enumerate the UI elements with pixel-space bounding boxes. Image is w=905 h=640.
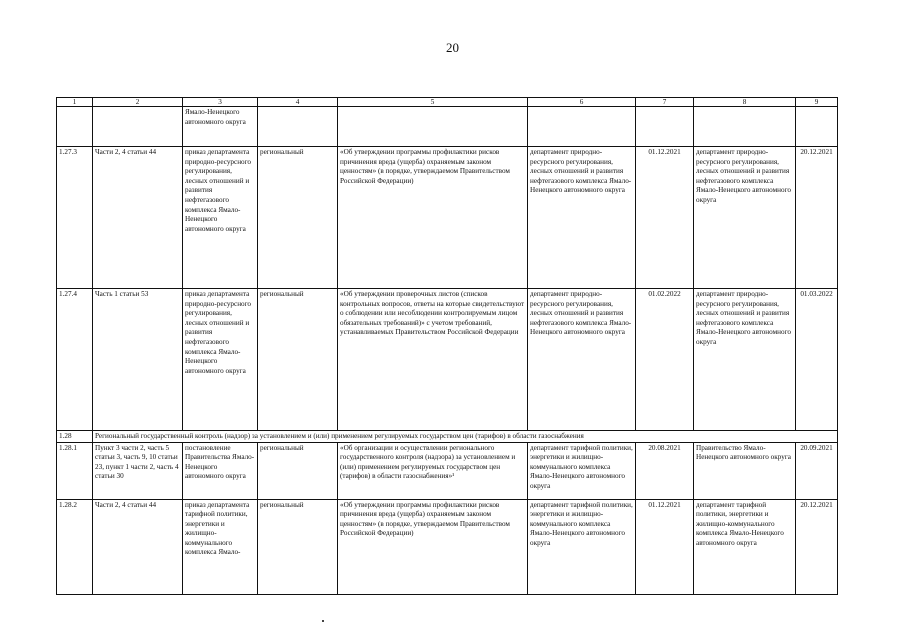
scan-speck xyxy=(322,620,324,622)
level-cell: региональный xyxy=(258,499,338,594)
doc-title-cell: «Об организации и осуществлении регионального государственного контроля (надзора) за установлением и (или) применением регулируемых государством цен (тарифов) в области газоснабжения»¹ xyxy=(338,442,528,499)
date-cell: 01.02.2022 xyxy=(636,289,694,431)
developer-cell: департамент тарифной политики, энергетики и жилищно-коммунального комплекса Ямало-Ненецкого автономного округа xyxy=(528,499,636,594)
level-cell: региональный xyxy=(258,147,338,289)
doc-type-cell: постановление Правительства Ямало-Ненецкого автономного округа xyxy=(183,442,258,499)
column-number: 4 xyxy=(258,98,338,107)
column-number: 5 xyxy=(338,98,528,107)
continuation-row xyxy=(57,107,838,147)
developer-cell: департамент природно-ресурсного регулирования, лесных отношений и развития нефтегазового комплекса Ямало-Ненецкого автономного округа xyxy=(528,289,636,431)
table-row xyxy=(57,442,838,499)
date-cell: 01.12.2021 xyxy=(636,147,694,289)
doc-title-cell: «Об утверждении проверочных листов (списков контрольных вопросов, ответы на которые свидетельствуют о соблюдении или несоблюдении контролируемым лицом обязательных требований)» с учетом требований, устанавливаемых Правительством Российской Федерации xyxy=(338,289,528,431)
column-number: 2 xyxy=(93,98,183,107)
executor-cell: Правительство Ямало-Ненецкого автономного округа xyxy=(694,442,796,499)
column-number-row xyxy=(57,98,838,107)
doc-title-cell: «Об утверждении программы профилактики рисков причинения вреда (ущерба) охраняемым законом ценностям» (в порядке, утверждаемом Правительством Российской Федерации) xyxy=(338,147,528,289)
table-row xyxy=(57,289,838,431)
date-cell: 20.12.2021 xyxy=(796,499,838,594)
legal-basis: Часть 1 статьи 53 xyxy=(93,289,183,431)
legal-basis: Части 2, 4 статьи 44 xyxy=(93,147,183,289)
column-number: 7 xyxy=(636,98,694,107)
column-number: 6 xyxy=(528,98,636,107)
column-number: 1 xyxy=(57,98,93,107)
executor-cell: департамент природно-ресурсного регулирования, лесных отношений и развития нефтегазового комплекса Ямало-Ненецкого автономного округа xyxy=(694,289,796,431)
developer-cell: департамент тарифной политики, энергетики и жилищно-коммунального комплекса Ямало-Ненецкого автономного округа xyxy=(528,442,636,499)
developer-cell: департамент природно-ресурсного регулирования, лесных отношений и развития нефтегазового комплекса Ямало-Ненецкого автономного округа xyxy=(528,147,636,289)
item-number: 1.28.2 xyxy=(57,499,93,594)
table-row xyxy=(57,499,838,594)
item-number: 1.28.1 xyxy=(57,442,93,499)
doc-title-cell: «Об утверждении программы профилактики рисков причинения вреда (ущерба) охраняемым законом ценностям» (в порядке, утверждаемом Правительством Российской Федерации) xyxy=(338,499,528,594)
legal-basis: Части 2, 4 статьи 44 xyxy=(93,499,183,594)
doc-type-cell: Ямало-Ненецкого автономного округа xyxy=(183,107,258,147)
regulation-table xyxy=(56,97,838,595)
doc-type-cell: приказ департамента природно-ресурсного регулирования, лесных отношений и развития нефтегазового комплекса Ямало-Ненецкого автономного округа xyxy=(183,147,258,289)
level-cell: региональный xyxy=(258,442,338,499)
executor-cell: департамент тарифной политики, энергетики и жилищно-коммунального комплекса Ямало-Ненецкого автономного округа xyxy=(694,499,796,594)
table-row xyxy=(57,147,838,289)
column-number: 3 xyxy=(183,98,258,107)
legal-basis: Пункт 3 части 2, часть 5 статьи 3, часть 9, 10 статьи 23, пункт 1 части 2, часть 4 статьи 30 xyxy=(93,442,183,499)
column-number: 8 xyxy=(694,98,796,107)
level-cell: региональный xyxy=(258,289,338,431)
page-number: 20 xyxy=(446,40,459,55)
executor-cell: департамент природно-ресурсного регулирования, лесных отношений и развития нефтегазового комплекса Ямало-Ненецкого автономного округа xyxy=(694,147,796,289)
column-number: 9 xyxy=(796,98,838,107)
doc-type-cell: приказ департамента природно-ресурсного регулирования, лесных отношений и развития нефтегазового комплекса Ямало-Ненецкого автономного округа xyxy=(183,289,258,431)
item-number: 1.27.3 xyxy=(57,147,93,289)
doc-type-cell: приказ департамента тарифной политики, энергетики и жилищно-коммунального комплекса Ямало- xyxy=(183,499,258,594)
date-cell: 01.03.2022 xyxy=(796,289,838,431)
section-title: Региональный государственный контроль (надзор) за установлением и (или) применением регулируемых государством цен (тарифов) в области газоснабжения xyxy=(93,431,838,443)
date-cell: 20.09.2021 xyxy=(796,442,838,499)
section-number: 1.28 xyxy=(57,431,93,443)
item-number: 1.27.4 xyxy=(57,289,93,431)
date-cell: 01.12.2021 xyxy=(636,499,694,594)
date-cell: 20.08.2021 xyxy=(636,442,694,499)
section-row xyxy=(57,431,838,443)
date-cell: 20.12.2021 xyxy=(796,147,838,289)
